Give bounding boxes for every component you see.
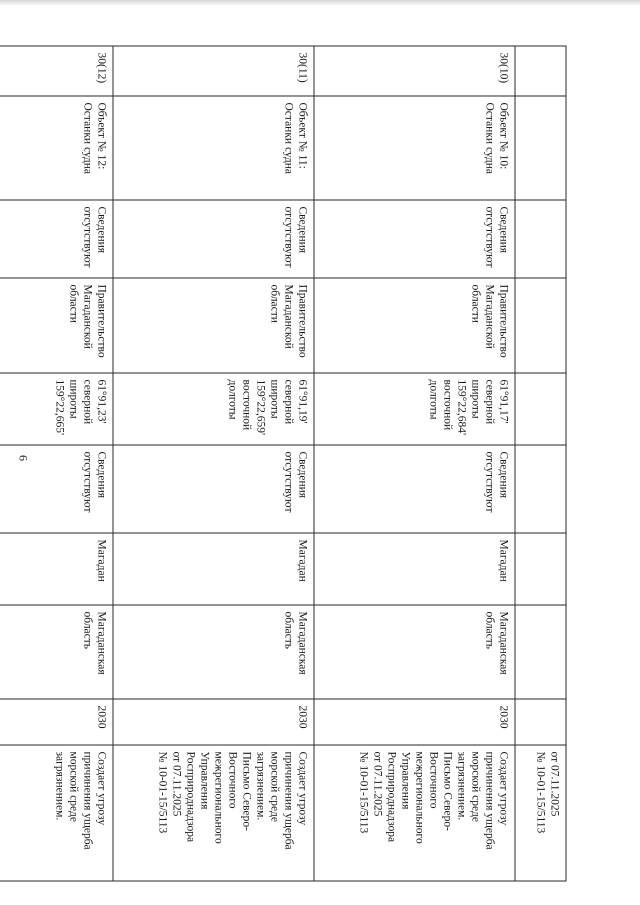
owner-cell: Правительство Магаданской области [314, 278, 515, 373]
coords-cell: 61°91,19' северной широты 159°22,659' восточной долготы [113, 373, 314, 445]
note-cell: от 07.11.2025 № 10-01-15/5113 [515, 745, 566, 881]
table-row [113, 46, 314, 881]
table-cell [515, 699, 566, 745]
note-cell: Создает угрозу причинения ущерба морской среде загрязнением. [0, 745, 113, 881]
page-number: 6 [16, 455, 31, 461]
owner-cell: Правительство Магаданской области [0, 278, 113, 373]
coords-cell: 61°91,23' северной широты 159°22,665' [0, 373, 113, 445]
document-sheet [53, 46, 567, 881]
table-cell [515, 96, 566, 200]
city-cell: Магадан [113, 533, 314, 605]
owner-cell: Правительство Магаданской области [113, 278, 314, 373]
coords-cell: 61°91,17' северной широты 159°22,684' восточной долготы [314, 373, 515, 445]
objects-table [0, 46, 567, 882]
region-cell: Магаданская область [314, 605, 515, 699]
scan-edge [0, 0, 640, 6]
object-cell: Объект № 10: Останки судна [314, 96, 515, 200]
table-cell [515, 200, 566, 278]
city-cell: Магадан [0, 533, 113, 605]
object-cell: Объект № 12: Останки судна [0, 96, 113, 200]
details-cell: Сведения отсутствуют [113, 445, 314, 533]
region-cell: Магаданская область [113, 605, 314, 699]
table-cell [515, 373, 566, 445]
year-cell: 2030 [314, 699, 515, 745]
table-cell [515, 46, 566, 96]
city-cell: Магадан [314, 533, 515, 605]
object-cell: Объект № 11: Останки судна [113, 96, 314, 200]
info-cell: Сведения отсутствуют [0, 200, 113, 278]
info-cell: Сведения отсутствуют [113, 200, 314, 278]
info-cell: Сведения отсутствуют [314, 200, 515, 278]
table-cell [515, 605, 566, 699]
row-id-cell: 30(11) [113, 46, 314, 96]
table-cell [515, 445, 566, 533]
year-cell: 2030 [0, 699, 113, 745]
note-cell: Создает угрозу причинения ущерба морской среде загрязнением. Письмо Северо- Восточного межрегионального Управления Росприроднадзора от 07.11.2025 № 10-01-15/5113 [314, 745, 515, 881]
table-row [0, 46, 113, 881]
row-id-cell: 30(10) [314, 46, 515, 96]
row-id-cell: 30(12) [0, 46, 113, 96]
table-row-continuation [515, 46, 566, 881]
details-cell: Сведения отсутствуют [0, 445, 113, 533]
details-cell: Сведения отсутствуют [314, 445, 515, 533]
note-cell: Создает угрозу причинения ущерба морской среде загрязнением. Письмо Северо- Восточного межрегионального Управления Росприроднадзора от 07.11.2025 № 10-01-15/5113 [113, 745, 314, 881]
table-cell [515, 533, 566, 605]
table-cell [515, 278, 566, 373]
region-cell: Магаданская область [0, 605, 113, 699]
table-row [314, 46, 515, 881]
year-cell: 2030 [113, 699, 314, 745]
